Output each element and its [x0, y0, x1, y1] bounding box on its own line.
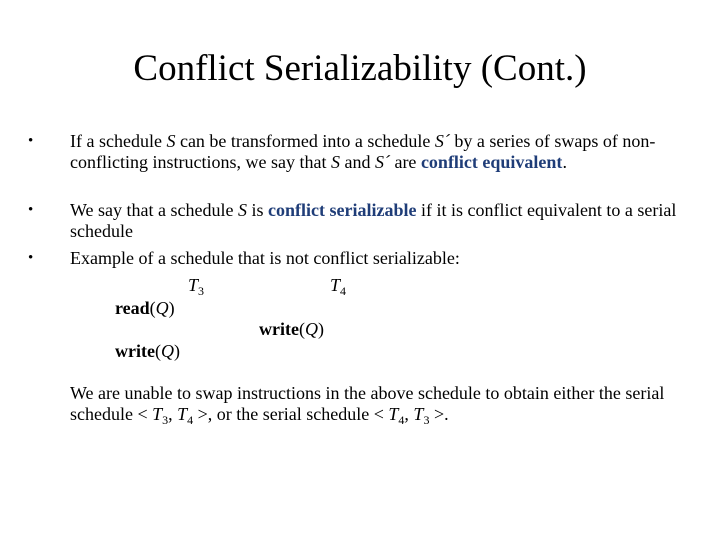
bullet-dot: •: [28, 133, 34, 149]
bullet-2-text: We say that a schedule S is conflict serializable if it is conflict equivalent to a serial schedule: [70, 200, 677, 241]
slide-title: Conflict Serializability (Cont.): [133, 48, 587, 89]
schedule-header-t3: $T_3$: [188, 275, 205, 298]
closing-text: We are unable to swap instructions in the above schedule to obtain either the serial schedule < $T_3$, $T_4$ >, or the serial schedule < $T_4$, $T_3$ >.: [70, 383, 665, 427]
bullet-3: [28, 248, 678, 269]
bullet-1-text: If a schedule S can be transformed into a schedule S´ by a series of swaps of non-conflicting instructions, we say that S and S´ are conflict equivalent.: [70, 131, 656, 172]
conflict-serializable-term: conflict serializable: [268, 200, 417, 220]
bullet-dot: •: [28, 250, 34, 266]
schedule-header-t4: $T_4$: [330, 275, 347, 298]
bullet-1: [28, 131, 678, 194]
conflict-equivalent-term: conflict equivalent: [420, 152, 563, 172]
schedule-op-read-q: read(Q): [115, 298, 175, 318]
schedule-op-write-q-t3: write(Q): [115, 341, 180, 361]
bullet-2: [28, 200, 678, 242]
bullet-dot: •: [28, 202, 34, 218]
bullet-3-text: Example of a schedule that is not conflict serializable:: [70, 248, 460, 268]
schedule-op-write-q-t4: write(Q): [259, 319, 324, 339]
